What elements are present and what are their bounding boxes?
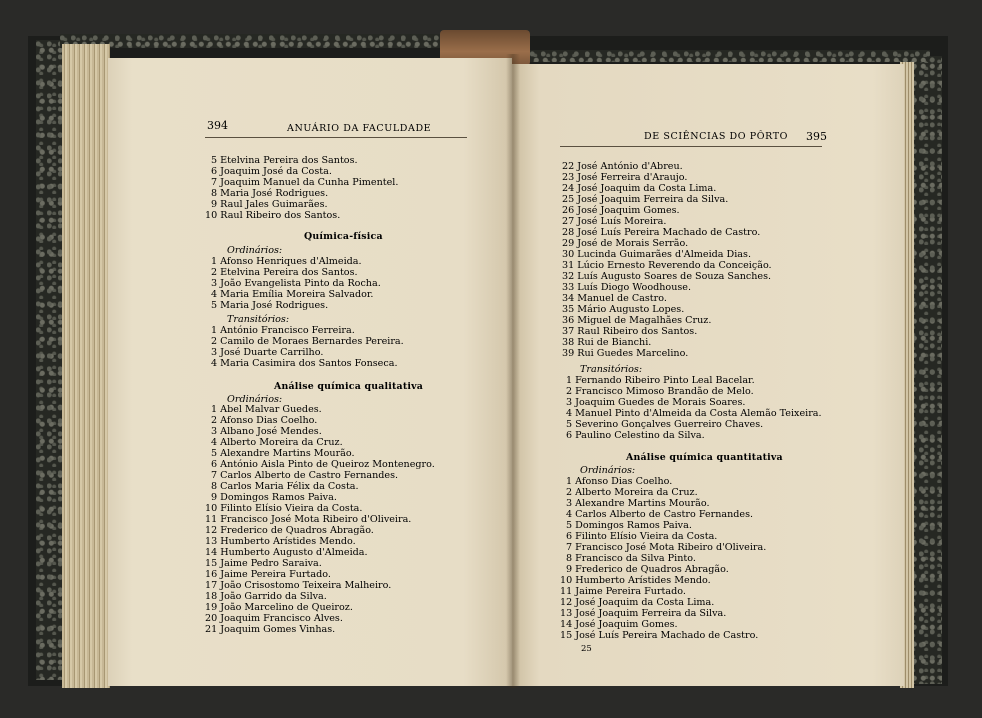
list-item: 24 José Joaquim da Costa Lima. [562,183,717,194]
list-item: 5 Alexandre Martins Mourão. [211,448,355,459]
list-item: 1 Fernando Ribeiro Pinto Leal Bacelar. [566,375,755,386]
list-item: 2 Alberto Moreira da Cruz. [566,487,698,498]
list-item: 4 Maria Emília Moreira Salvador. [211,289,374,300]
right-page-number: 395 [806,130,827,143]
list-item: 6 Filinto Elísio Vieira da Costa. [566,531,718,542]
list-item: 2 Francisco Mimoso Brandão de Melo. [566,386,754,397]
list-item: 32 Luís Augusto Soares de Souza Sanches. [562,271,772,282]
list-item: 8 Maria José Rodrigues. [211,188,329,199]
transitorios-label: Transitórios: [580,364,643,375]
list-item: 5 Etelvina Pereira dos Santos. [211,155,358,166]
list-item: 5 Severino Gonçalves Guerreiro Chaves. [566,419,764,430]
list-item: 33 Luís Diogo Woodhouse. [562,282,692,293]
list-item: 26 José Joaquim Gomes. [562,205,680,216]
list-item: 7 Francisco José Mota Ribeiro d'Oliveira. [566,542,767,553]
list-item: 21 Joaquim Gomes Vinhas. [205,624,336,635]
list-item: 9 Raul Jales Guimarães. [211,199,328,210]
list-item: 3 José Duarte Carrilho. [211,347,324,358]
list-item: 10 Filinto Elísio Vieira da Costa. [205,503,363,514]
transitorios-label: Transitórios: [227,314,290,325]
list-item: 1 António Francisco Ferreira. [211,325,355,336]
right-header-rule [560,146,822,147]
marbled-edge-top-right [530,50,930,62]
list-item: 13 Humberto Arístides Mendo. [205,536,356,547]
list-item: 9 Domingos Ramos Paiva. [211,492,337,503]
list-item: 1 Abel Malvar Guedes. [211,404,322,415]
list-item: 11 Jaime Pereira Furtado. [560,586,686,597]
list-item: 8 Francisco da Silva Pinto. [566,553,696,564]
list-item: 1 Afonso Henriques d'Almeida. [211,256,362,267]
list-item: 15 José Luís Pereira Machado de Castro. [560,630,759,641]
list-item: 6 António Aisla Pinto de Queiroz Montenegro. [211,459,435,470]
list-item: 19 João Marcelino de Queiroz. [205,602,353,613]
list-item: 14 José Joaquim Gomes. [560,619,678,630]
right-running-head: DE SCIÊNCIAS DO PÔRTO [644,131,789,142]
page-stack-left [62,44,110,688]
list-item: 7 Carlos Alberto de Castro Fernandes. [211,470,399,481]
list-item: 3 Alexandre Martins Mourão. [566,498,710,509]
left-header-rule [205,137,467,138]
list-item: 27 José Luís Moreira. [562,216,667,227]
list-item: 39 Rui Guedes Marcelino. [562,348,689,359]
list-item: 13 José Joaquim Ferreira da Silva. [560,608,727,619]
signature-mark: 25 [581,644,592,654]
list-item: 23 José Ferreira d'Araujo. [562,172,688,183]
list-item: 18 João Garrido da Silva. [205,591,327,602]
list-item: 14 Humberto Augusto d'Almeida. [205,547,368,558]
list-item: 8 Carlos Maria Félix da Costa. [211,481,359,492]
list-item: 10 Raul Ribeiro dos Santos. [205,210,341,221]
list-item: 3 João Evangelista Pinto da Rocha. [211,278,381,289]
list-item: 2 Afonso Dias Coelho. [211,415,318,426]
list-item: 20 Joaquim Francisco Alves. [205,613,343,624]
ordinarios-label: Ordinários: [227,394,283,405]
list-item: 34 Manuel de Castro. [562,293,667,304]
list-item: 4 Manuel Pinto d'Almeida da Costa Alemão Teixeira. [566,408,822,419]
list-item: 6 Joaquim José da Costa. [211,166,332,177]
ordinarios-label: Ordinários: [227,245,283,256]
list-item: 2 Camilo de Moraes Bernardes Pereira. [211,336,404,347]
left-running-head: ANUÁRIO DA FACULDADE [287,123,432,134]
list-item: 12 José Joaquim da Costa Lima. [560,597,715,608]
list-item: 16 Jaime Pereira Furtado. [205,569,331,580]
section-title-quimica-fisica: Química-física [304,231,383,242]
left-page-number: 394 [207,119,228,132]
list-item: 22 José António d'Abreu. [562,161,683,172]
section-title-analise-qualitativa: Análise química qualitativa [274,381,424,392]
list-item: 4 Maria Casimira dos Santos Fonseca. [211,358,398,369]
list-item: 3 Albano José Mendes. [211,426,322,437]
book-gutter [506,54,520,688]
list-item: 11 Francisco José Mota Ribeiro d'Oliveira. [205,514,412,525]
list-item: 25 José Joaquim Ferreira da Silva. [562,194,729,205]
list-item: 12 Frederico de Quadros Abragão. [205,525,374,536]
list-item: 36 Miguel de Magalhães Cruz. [562,315,712,326]
section-title-analise-quantitativa: Análise química quantitativa [626,452,783,463]
list-item: 5 Maria José Rodrigues. [211,300,329,311]
ordinarios-label: Ordinários: [580,465,636,476]
list-item: 10 Humberto Arístides Mendo. [560,575,711,586]
list-item: 15 Jaime Pedro Saraiva. [205,558,322,569]
list-item: 2 Etelvina Pereira dos Santos. [211,267,358,278]
list-item: 3 Joaquim Guedes de Morais Soares. [566,397,746,408]
list-item: 37 Raul Ribeiro dos Santos. [562,326,698,337]
list-item: 30 Lucinda Guimarães d'Almeida Dias. [562,249,752,260]
list-item: 1 Afonso Dias Coelho. [566,476,673,487]
list-item: 9 Frederico de Quadros Abragão. [566,564,729,575]
list-item: 29 José de Morais Serrão. [562,238,689,249]
list-item: 31 Lúcio Ernesto Reverendo da Conceição. [562,260,772,271]
list-item: 17 João Crisostomo Teixeira Malheiro. [205,580,392,591]
list-item: 5 Domingos Ramos Paiva. [566,520,692,531]
marbled-edge-top-left [60,34,480,48]
list-item: 35 Mário Augusto Lopes. [562,304,685,315]
list-item: 28 José Luís Pereira Machado de Castro. [562,227,761,238]
list-item: 4 Carlos Alberto de Castro Fernandes. [566,509,754,520]
list-item: 38 Rui de Bianchi. [562,337,652,348]
list-item: 6 Paulino Celestino da Silva. [566,430,705,441]
list-item: 4 Alberto Moreira da Cruz. [211,437,343,448]
list-item: 7 Joaquim Manuel da Cunha Pimentel. [211,177,399,188]
